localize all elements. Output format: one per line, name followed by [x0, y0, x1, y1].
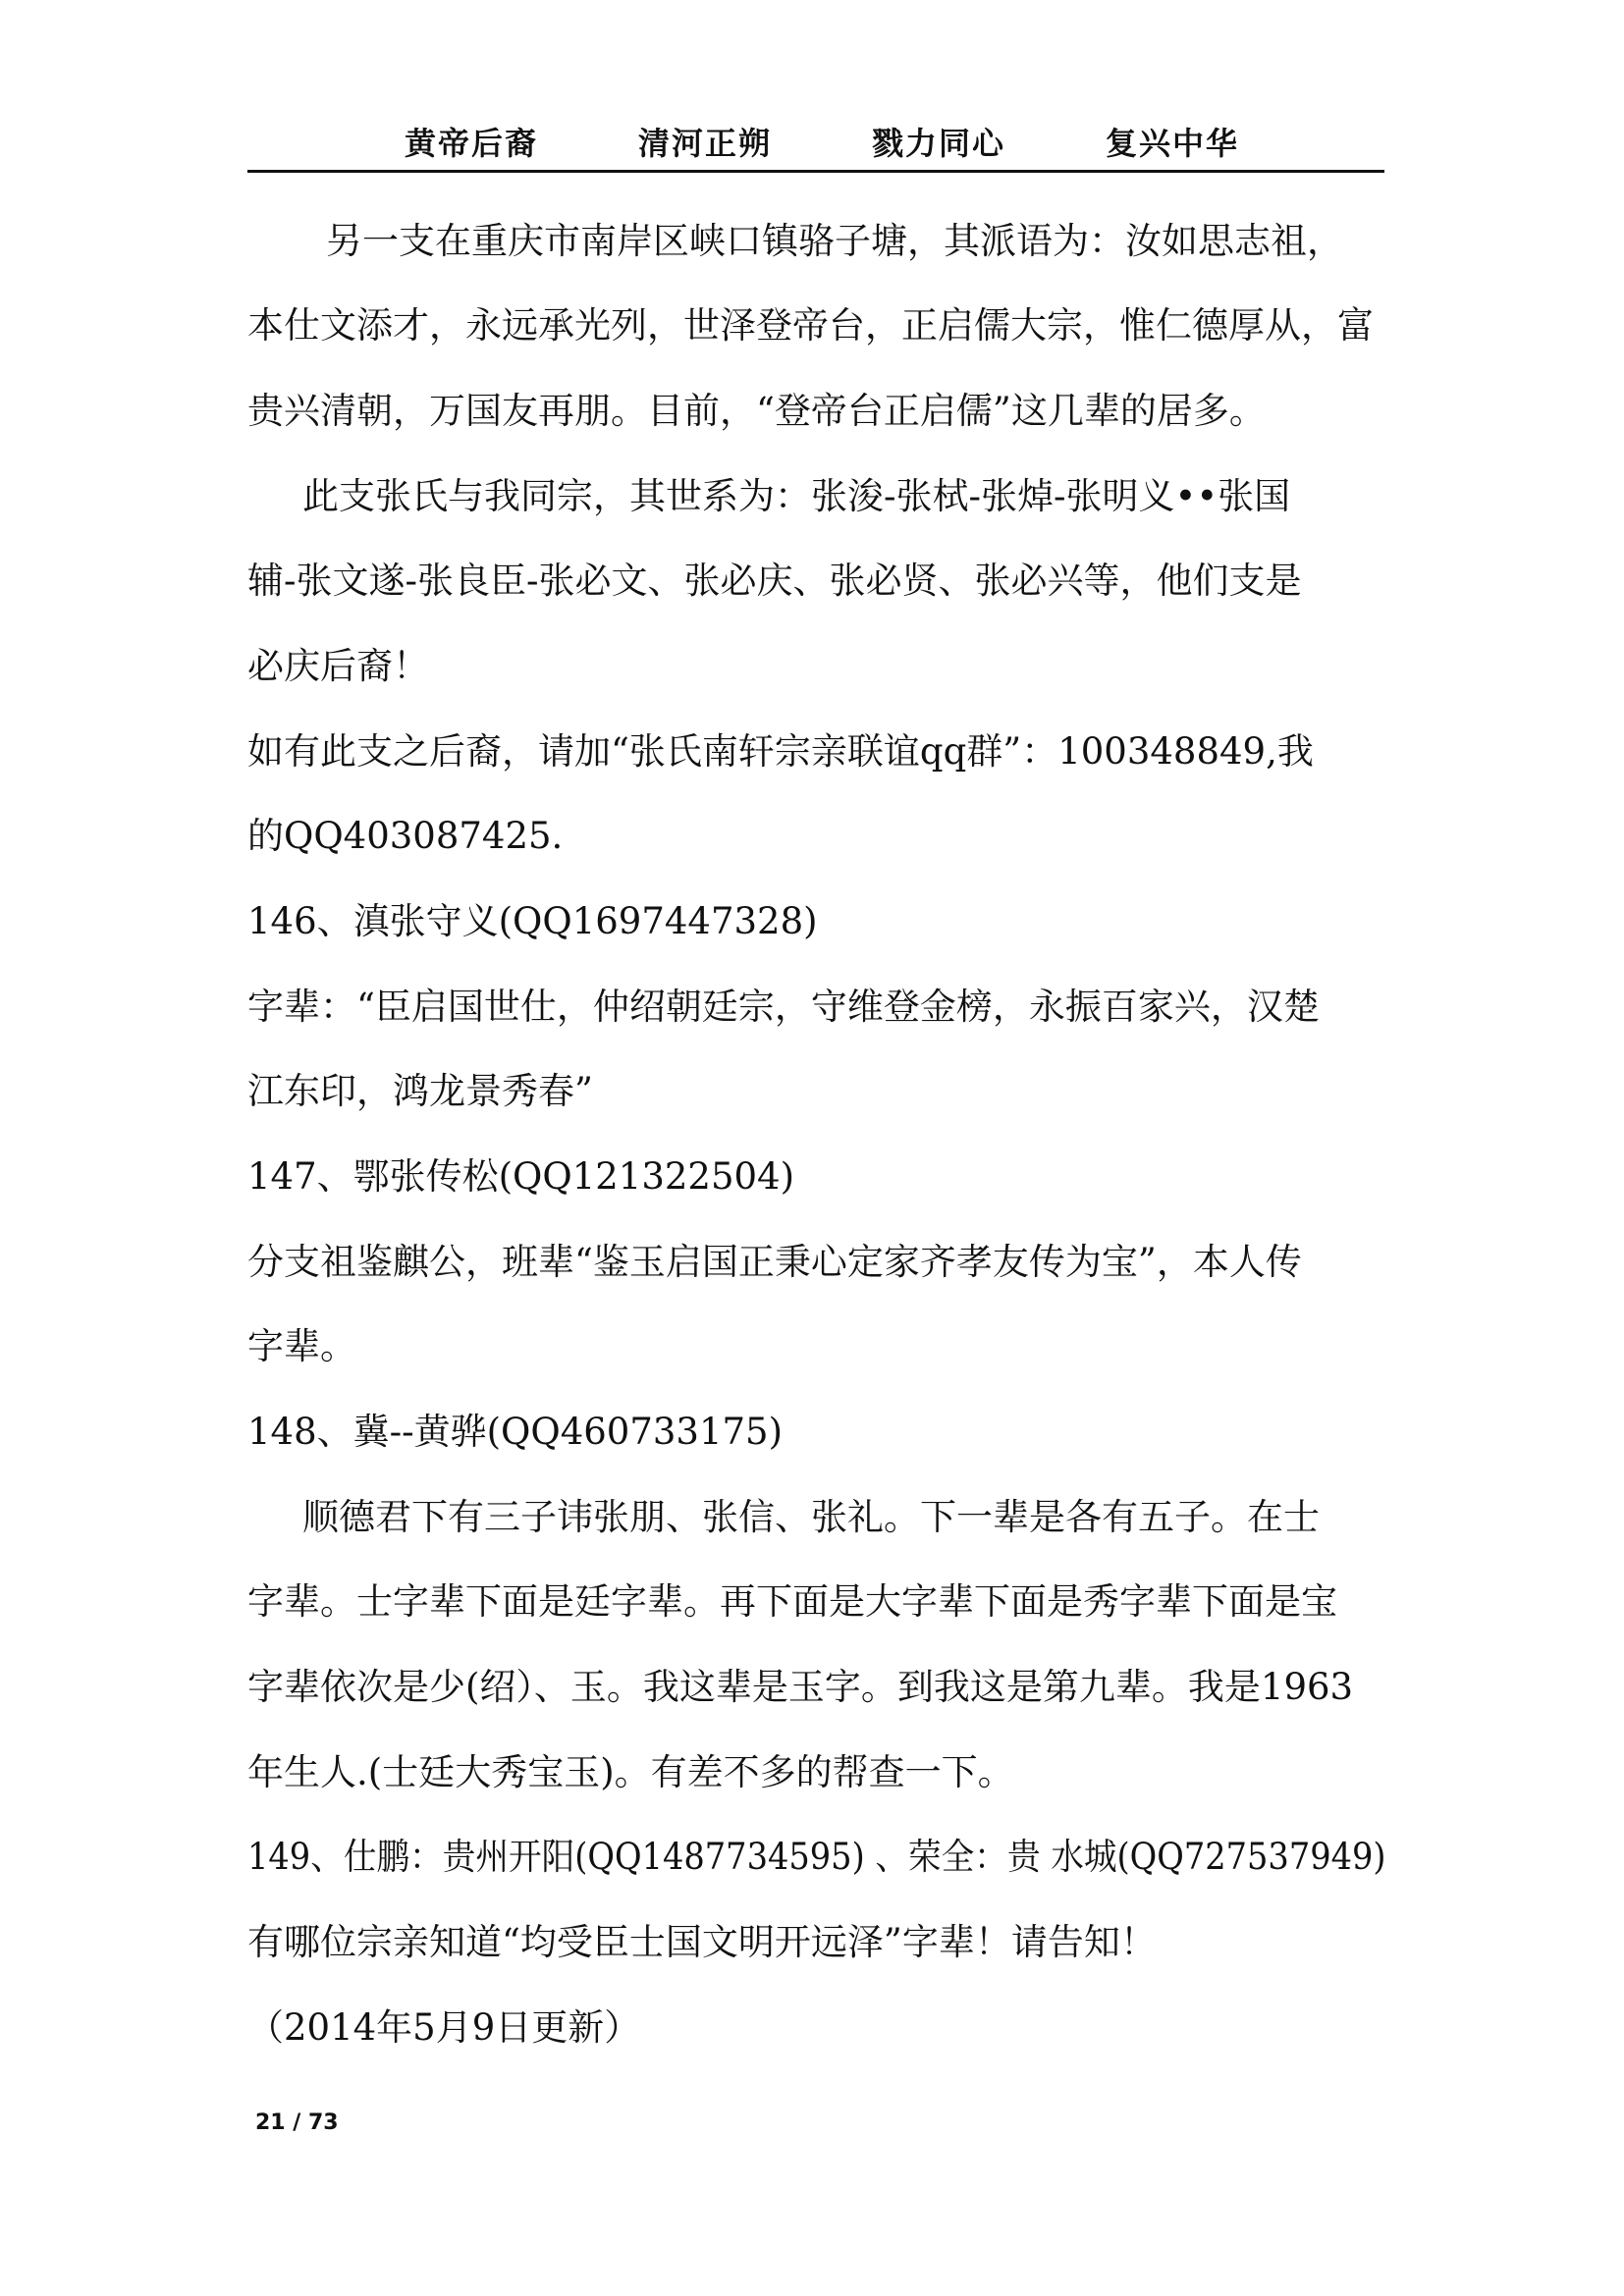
text-line: 顺德君下有三子讳张朋、张信、张礼。下一辈是各有五子。在士 — [302, 1496, 1320, 1538]
text-line: 分支祖鉴麒公，班辈“鉴玉启国正秉心定家齐孝友传为宝”，本人传 — [247, 1241, 1302, 1283]
text-line: 字辈：“臣启国世仕，仲绍朝廷宗，守维登金榜，永振百家兴，汉楚 — [247, 986, 1320, 1028]
text-line: 149、仕鹏：贵州开阳(QQ1487734595) 、荣全：贵 水城(QQ727537949) — [247, 1836, 1386, 1878]
header-motto-3: 戮力同心 — [872, 125, 1006, 162]
text-line: 146、滇张守义(QQ1697447328) — [247, 900, 818, 942]
page-number: 21 / 73 — [255, 2110, 339, 2135]
text-line: 必庆后裔！ — [247, 645, 429, 687]
text-line: 147、鄂张传松(QQ121322504) — [247, 1155, 795, 1198]
text-line: 辅-张文遂-张良臣-张必文、张必庆、张必贤、张必兴等，他们支是 — [247, 560, 1302, 602]
header-motto-1: 黄帝后裔 — [405, 125, 539, 162]
header-motto-4: 复兴中华 — [1106, 125, 1240, 162]
text-line: 如有此支之后裔，请加“张氏南轩宗亲联谊qq群”：100348849,我 — [247, 730, 1314, 773]
text-line: 的QQ403087425. — [247, 815, 564, 857]
text-line: 字辈。士字辈下面是廷字辈。再下面是大字辈下面是秀字辈下面是宝 — [247, 1580, 1337, 1623]
text-line: 字辈。 — [247, 1325, 356, 1367]
text-line: 148、冀--黄骅(QQ460733175) — [247, 1411, 784, 1453]
page-header — [247, 113, 1384, 173]
text-line: 有哪位宗亲知道“均受臣士国文明开远泽”字辈！请告知！ — [247, 1921, 1157, 1963]
text-line: 年生人.(士廷大秀宝玉)。有差不多的帮查一下。 — [247, 1751, 1014, 1793]
text-line: 此支张氏与我同宗，其世系为：张浚-张栻-张焯-张明义••张国 — [302, 475, 1291, 517]
text-line: 另一支在重庆市南岸区峡口镇骆子塘，其派语为：汝如思志祖， — [326, 220, 1343, 262]
text-line: （2014年5月9日更新） — [247, 2006, 641, 2049]
text-line: 本仕文添才，永远承光列，世泽登帝台，正启儒大宗，惟仁德厚从，富 — [247, 304, 1374, 347]
header-motto-2: 清河正朔 — [638, 125, 773, 162]
text-line: 江东印，鸿龙景秀春” — [247, 1070, 593, 1112]
text-line: 贵兴清朝，万国友再朋。目前，“登帝台正启儒”这几辈的居多。 — [247, 390, 1266, 432]
text-line: 字辈依次是少(绍）、玉。我这辈是玉字。到我这是第九辈。我是1963 — [247, 1666, 1354, 1708]
